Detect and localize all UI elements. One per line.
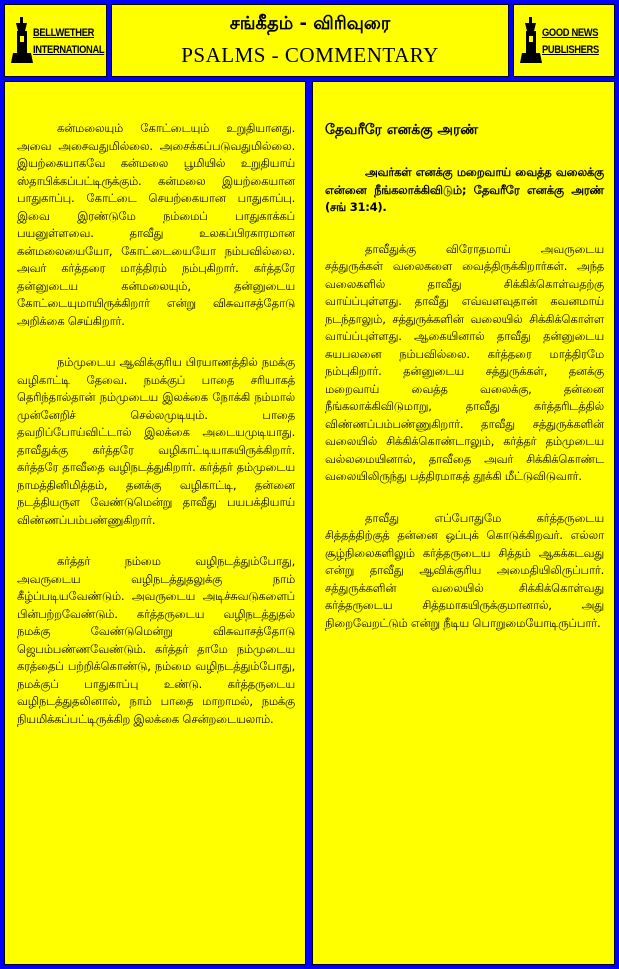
- left-column: [4, 81, 306, 965]
- right-column: [312, 81, 615, 965]
- left-paragraph-3: கர்த்தர் நம்மை வழிநடத்தும்போது, அவருடைய வழிநடத்துதலுக்கு நாம் கீழ்ப்படியவேண்டும். அவருடைய அடிச்சுவடுகளைப் பின்பற்றவேண்டும். கர்த்தருடைய வழிநடத்துதல் நமக்கு வேண்டுமென்று விசுவாசத்தோடு ஜெபம்பண்ணவேண்டும். கர்த்தர் தாமே நம்முடைய கரத்தைப் பற்றிக்கொண்டு, நம்மை வழிநடத்தும்போது, நமக்குப் பாதுகாப்பு உண்டு. கர்த்தருடைய வழிநடத்துதலினால், நாம் பாதை மாறாமல், நமக்கு நியமிக்கப்பட்டிருக்கிற இலக்கை சென்றடையலாம்.: [17, 554, 295, 726]
- right-paragraph-1: தாவீதுக்கு விரோதமாய் அவருடைய சத்துருக்கள் வலைகளை வைத்திருக்கிறார்கள். அந்த வலைகளில் தாவீது சிக்கிக்கொள்வதற்கு வாய்ப்புள்ளது. தாவீது எவ்வளவுதான் கவனமாய் நடந்தாலும், சத்துருக்களின் வலையில் சிக்கிக்கொள்ள வாய்ப்புள்ளது. ஆகையினால் தாவீது தன்னுடைய சுயபலனை நம்பவில்லை. கர்த்தரை மாத்திரமே நம்புகிறார். தன்னுடைய சத்துருக்கள், தனக்கு மறைவாய் வைத்த வலைக்கு, தன்னை நீங்கலாக்கிவிடுமாறு, தாவீது கர்த்தரிடத்தில் விண்ணப்பம்பண்ணுகிறார். தாவீது சத்துருக்களின் வலையில் சிக்கிக்கொண்டாலும், கர்த்தர் தம்முடைய வல்லமையினால், தாவீதை அவர் சிக்கிக்கொண்ட வலையிலிருந்து பத்திரமாகத் தூக்கி மீட்டுவிடுவார்.: [325, 241, 604, 483]
- right-paragraph-2: தாவீது எப்போதுமே கர்த்தருடைய சித்தத்திற்குத் தன்னை ஒப்புக் கொடுக்கிறவர். எல்லா சூழ்நிலைகளிலும் கர்த்தருடைய சித்தம் ஆகக்கடவது என்று தாவீது ஆவிக்குரிய அமைதியிலிருப்பார். சத்துருக்களின் வலையில் சிக்கிக்கொள்வது கர்த்தருடைய சித்தமாகயிருக்குமானால், அது நிறைவேறட்டும் என்று நீடிய பொறுமையோடிருப்பார்.: [325, 510, 604, 630]
- bellwether-logo-panel: [4, 4, 107, 77]
- left-paragraph-2: நம்முடைய ஆவிக்குரிய பிரயாணத்தில் நமக்கு வழிகாட்டி தேவை. நமக்குப் பாதை சரியாகத் தெரிந்தால்தான் நம்முடைய இலக்கை நோக்கி நம்மால் முன்னேறிச் செல்லமுடியும். பாதை தவறிப்போய்விட்டால் இலக்கை அடையமுடியாது. தாவீதுக்கு கர்த்தரே வழிகாட்டியாகயிருக்கிறார். கர்த்தரே தாவீதை வழிநடத்துகிறார். கர்த்தர் தம்முடைய நாமத்தினிமித்தம், தனக்கு வழிகாட்டி, தன்னை நடத்தியருள வேண்டுமென்று தாவீது பயபக்தியாய் விண்ணப்பம்பண்ணுகிறார்.: [17, 355, 295, 527]
- header-title-panel: [111, 4, 509, 77]
- bellwether-logo-line1: BELLWETHER: [33, 27, 95, 39]
- bellwether-logo: [11, 15, 105, 68]
- page-title-english: PSALMS - COMMENTARY: [181, 43, 439, 67]
- section-heading: தேவரீரே எனக்கு அரண்: [325, 122, 479, 138]
- bellwether-logo-line2: INTERNATIONAL: [33, 44, 105, 56]
- scripture-verse: அவர்கள் எனக்கு மறைவாய் வைத்த வலைக்கு என்னை நீங்கலாக்கிவிடும்; தேவரீரே எனக்கு அரண் (சங் 31:4).: [325, 165, 604, 214]
- bell-tower-icon: [520, 17, 542, 63]
- good-news-logo-panel: [513, 4, 615, 77]
- good-news-logo-line1: GOOD NEWS: [542, 27, 599, 39]
- good-news-logo: [520, 15, 610, 68]
- bell-tower-icon: [11, 17, 33, 63]
- page-title-tamil: சங்கீதம் - விரிவுரை: [229, 13, 391, 34]
- good-news-logo-line2: PUBLISHERS: [542, 44, 599, 56]
- left-paragraph-1: கன்மலையும் கோட்டையும் உறுதியானது. அவை அசைவதுமில்லை. அசைக்கப்படுவதுமில்லை. இயற்கையாகவே கன்மலை பூமியில் உறுதியாய் ஸ்தாபிக்கப்பட்டிருக்கும். கன்மலை இயற்கையான பாதுகாப்பு. கோட்டை செயற்கையான பாதுகாப்பு. இவை இரண்டுமே நம்மைப் பாதுகாக்கப் பயனுள்ளவை. தாவீது உலகப்பிரகாரமான கன்மலையையோ, கோட்டையையோ நம்பவில்லை. அவர் கர்த்தரை மாத்திரம் நம்புகிறார். கர்த்தரே தன்னுடைய கன்மலையும், தன்னுடைய கோட்டையுமாயிருக்கிறார் என்று விசுவாசத்தோடு அறிக்கை செய்கிறார்.: [17, 121, 295, 328]
